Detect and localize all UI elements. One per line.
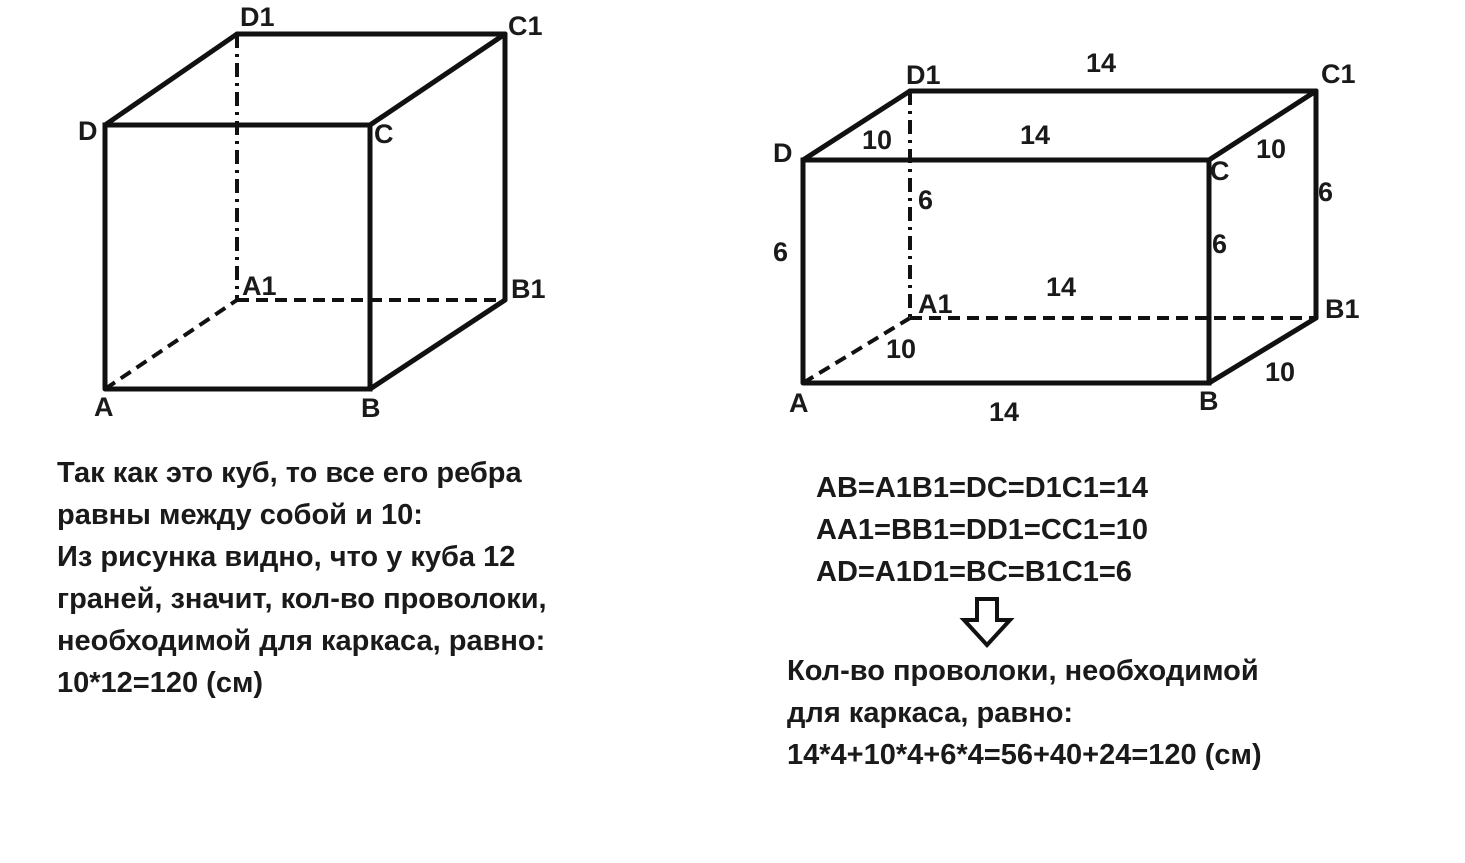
box-label-d1: D1	[906, 60, 941, 90]
box-value-hidden-bottom-back: 14	[1046, 272, 1077, 302]
box-value-back-right-height: 6	[1318, 177, 1334, 207]
box-equation-line: AB=A1B1=DC=D1C1=14	[816, 472, 1149, 504]
cube-text-line: равны между собой и 10:	[57, 499, 423, 531]
cube-edge-bb1	[370, 300, 505, 389]
box-value-front-right-height: 6	[1212, 229, 1228, 259]
box-equation-line: AD=A1D1=BC=B1C1=6	[816, 556, 1132, 588]
cube-label-c1: C1	[508, 11, 543, 41]
box-value-top-back: 14	[1086, 48, 1117, 78]
cube-label-c: C	[374, 119, 394, 149]
cube-label-d: D	[78, 116, 98, 146]
box-edge-bb1	[1209, 318, 1316, 383]
cube-edge-cc1	[370, 34, 505, 125]
box-conclusion	[787, 650, 1262, 776]
cube-text-line: граней, значит, кол-во проволоки,	[57, 583, 547, 615]
box-value-bottom-front: 14	[989, 397, 1020, 427]
box-label-b1: B1	[1325, 294, 1360, 324]
box-label-b: B	[1199, 386, 1219, 416]
box-label-d: D	[773, 138, 793, 168]
box-label-c: C	[1210, 156, 1230, 186]
box-conclusion-line: 14*4+10*4+6*4=56+40+24=120 (см)	[787, 739, 1262, 771]
box-value-top-front: 14	[1020, 120, 1051, 150]
cube-text-line: необходимой для каркаса, равно:	[57, 625, 546, 657]
cube-figure	[78, 2, 546, 423]
box-value-top-right-depth: 10	[1256, 134, 1287, 164]
cube-explanation	[57, 452, 547, 704]
cube-hidden-edge-aa1	[105, 300, 237, 389]
box-label-a: A	[789, 388, 809, 418]
cube-label-d1: D1	[240, 2, 275, 32]
box-value-top-left-depth: 10	[862, 125, 893, 155]
box-value-front-left-height: 6	[773, 237, 789, 267]
cube-edge-dd1	[105, 34, 237, 125]
cube-label-a1: A1	[242, 271, 277, 301]
box-label-c1: C1	[1321, 59, 1356, 89]
box-conclusion-line: Кол-во проволоки, необходимой	[787, 655, 1259, 687]
box-equations	[816, 467, 1148, 593]
cube-label-b: B	[361, 393, 381, 423]
box-front-face	[803, 160, 1209, 383]
cube-label-a: A	[94, 392, 114, 422]
box-edge-dd1	[803, 91, 910, 160]
box-value-hidden-left-height: 6	[918, 185, 934, 215]
down-arrow-outline-icon	[964, 599, 1010, 645]
box-label-a1: A1	[918, 289, 953, 319]
cube-text-line: Из рисунка видно, что у куба 12	[57, 541, 516, 573]
box-conclusion-line: для каркаса, равно:	[787, 697, 1074, 729]
cube-text-line: 10*12=120 (см)	[57, 667, 264, 699]
box-equation-line: AA1=BB1=DD1=CC1=10	[816, 514, 1149, 546]
cube-label-b1: B1	[511, 274, 546, 304]
box-value-bottom-right-depth: 10	[1265, 357, 1296, 387]
box-value-hidden-bottom-depth: 10	[886, 334, 917, 364]
box-figure	[773, 48, 1360, 427]
cube-text-line: Так как это куб, то все его ребра	[57, 457, 522, 489]
